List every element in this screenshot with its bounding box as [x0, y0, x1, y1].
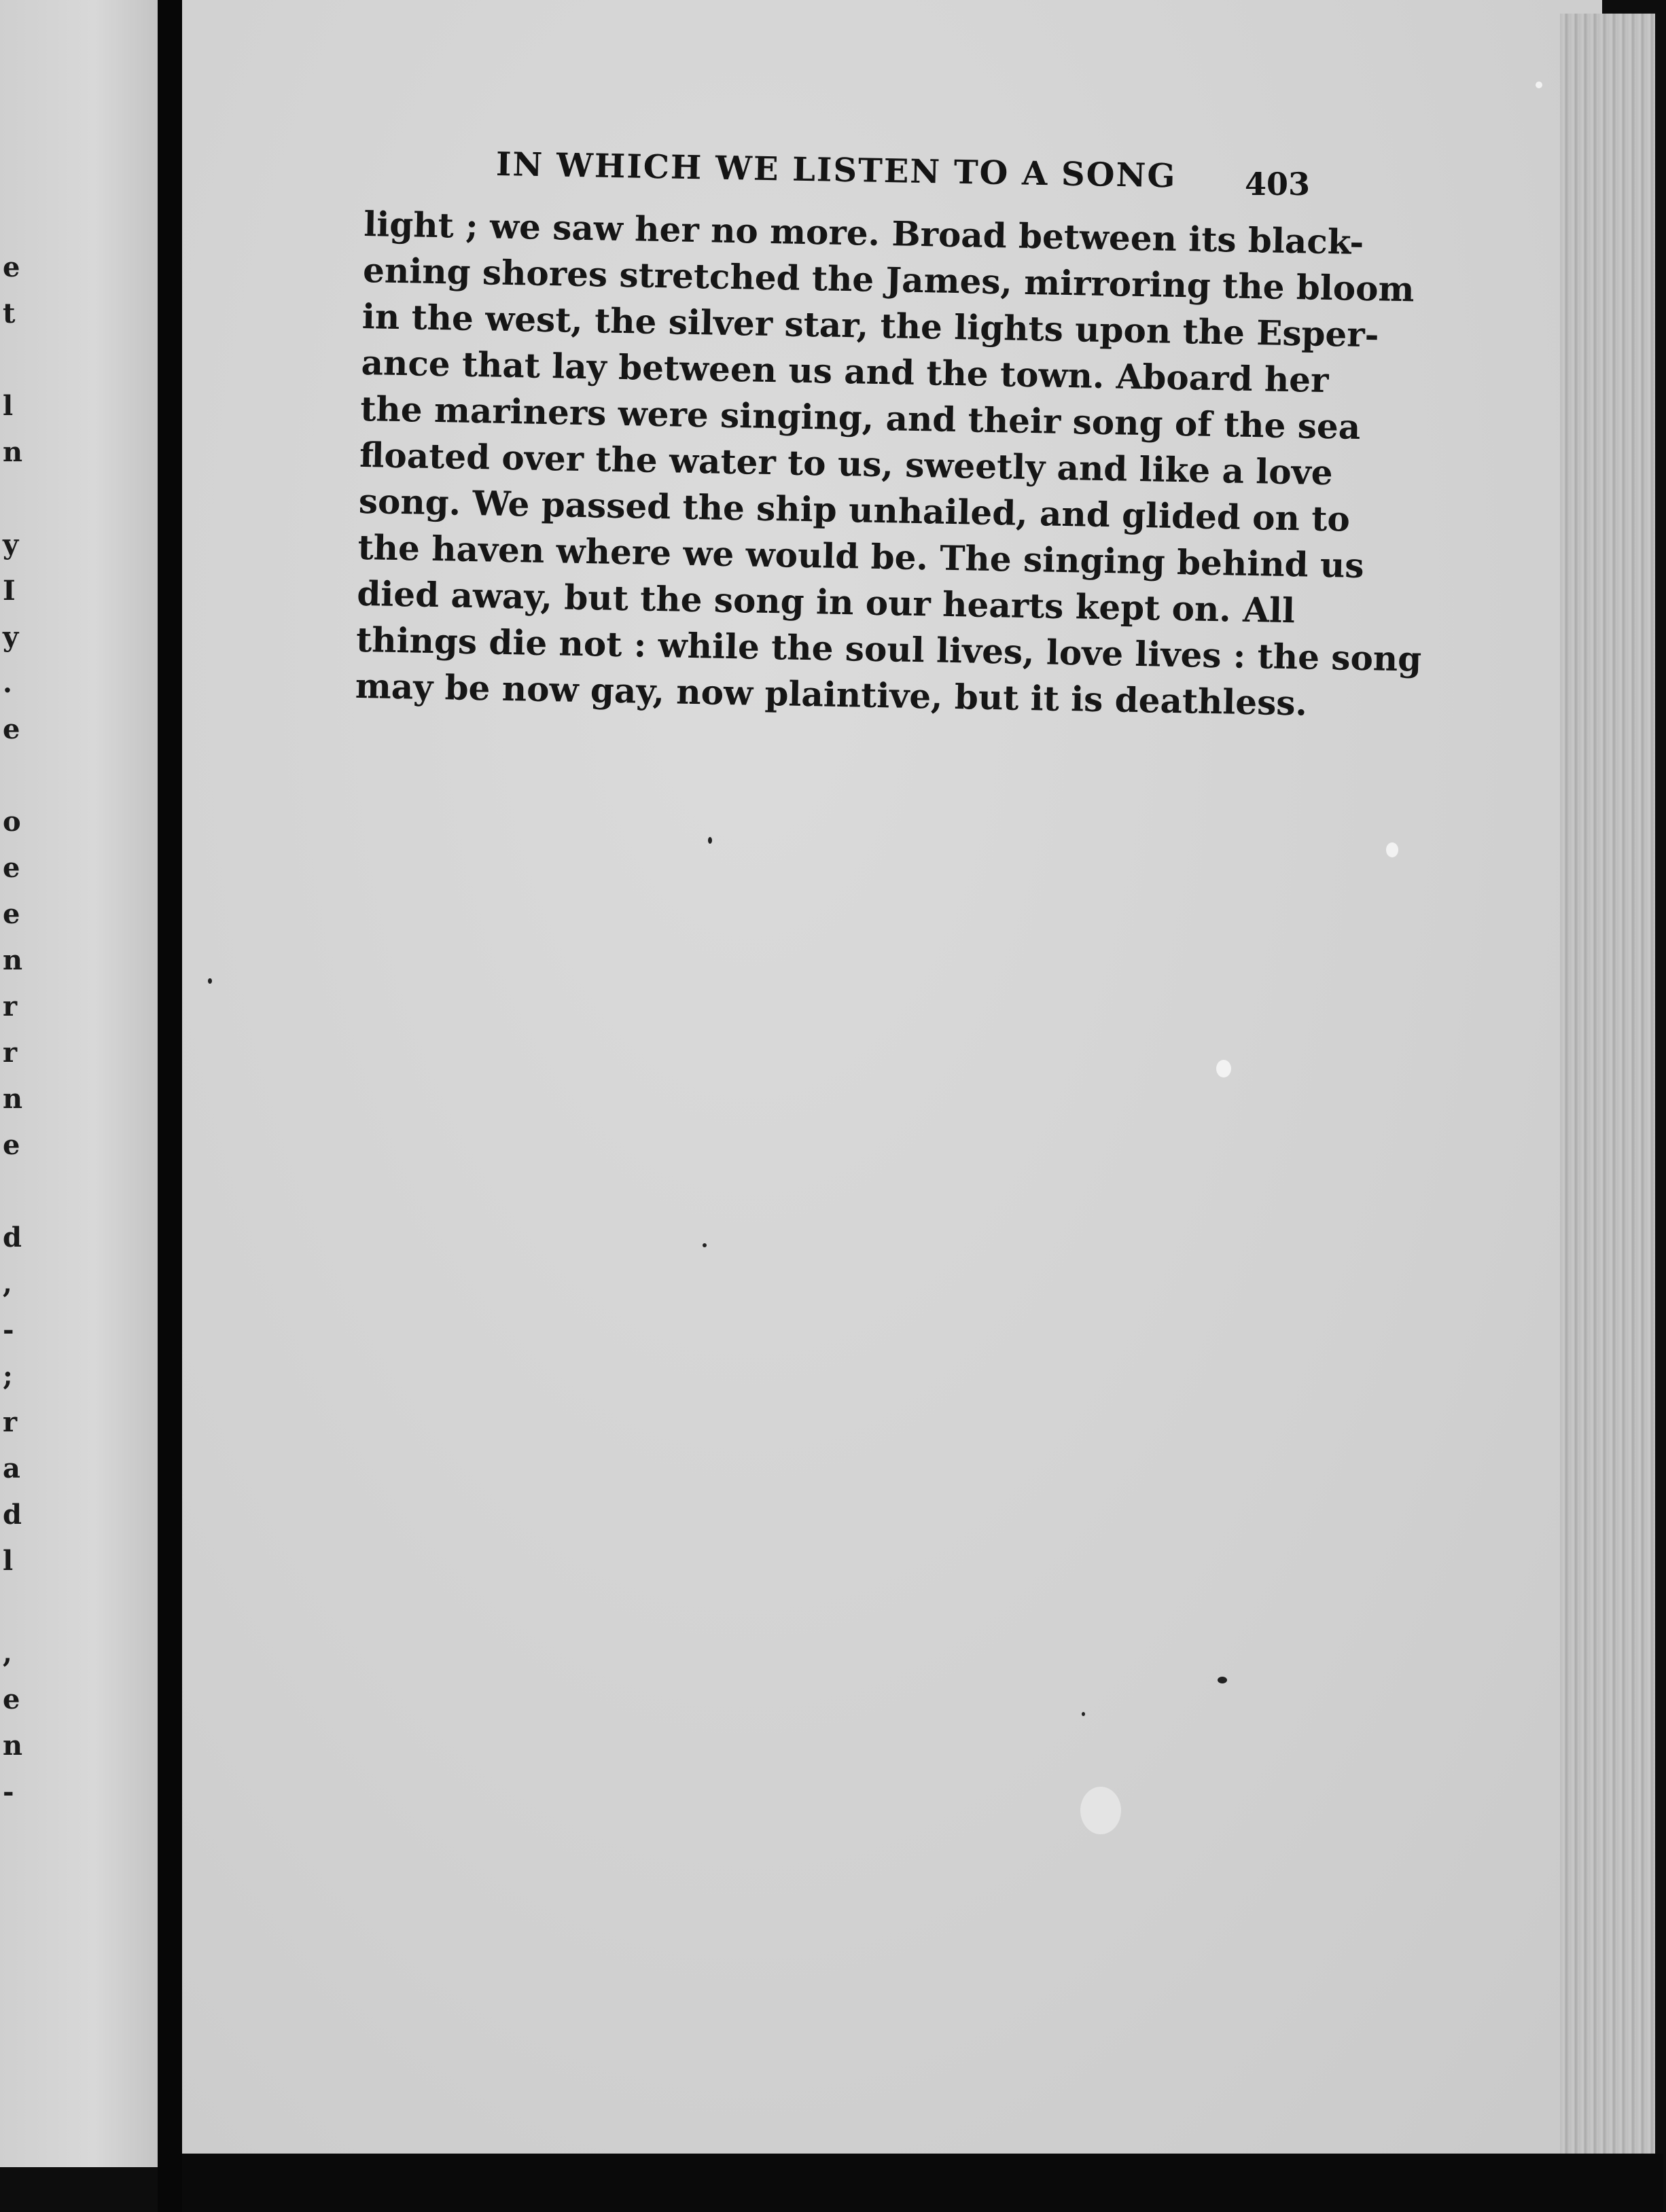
text-line: song. We passed the ship unhailed, and glided on to [358, 480, 1351, 539]
text-line: things die not : while the soul lives, love lives : the song [355, 619, 1422, 679]
body-paragraph [355, 201, 1422, 726]
text-line: light ; we saw her no more. Broad between its black- [363, 203, 1364, 262]
scan-dot [708, 837, 712, 844]
bottom-shadow [182, 2154, 1663, 2212]
text-line: ance that lay between us and the town. Aboard her [361, 342, 1329, 401]
scan-speck [1536, 82, 1542, 88]
text-line: died away, but the song in our hearts kept on. All [356, 573, 1296, 631]
scan-dot [208, 978, 212, 984]
text-line: ening shores stretched the James, mirroring the bloom [362, 249, 1415, 310]
scan-dot [1082, 1712, 1085, 1716]
scan-speck [1386, 842, 1398, 857]
scan-speck [1080, 1787, 1121, 1834]
scan-speck [1216, 1060, 1231, 1077]
text-line: floated over the water to us, sweetly and like a love [359, 434, 1334, 493]
text-line: may be now gay, now plaintive, but it is deathless. [355, 665, 1308, 724]
book-gutter [158, 0, 182, 2212]
running-head: IN WHICH WE LISTEN TO A SONG [495, 145, 1177, 196]
facing-page-text-fragments: e t l n y I y . e o e e n r r n e d , - ; r a d l , e n - [3, 251, 23, 1808]
page-number: 403 [1245, 166, 1311, 202]
text-line: the haven where we would be. The singing behind us [357, 527, 1365, 586]
page-edges [1560, 14, 1655, 2154]
facing-page-strip [0, 0, 158, 2167]
scan-dot [703, 1243, 707, 1247]
text-line: the mariners were singing, and their song of the sea [359, 388, 1361, 447]
text-line: in the west, the silver star, the lights upon the Esper- [361, 296, 1379, 355]
scan-dot [1218, 1677, 1227, 1683]
